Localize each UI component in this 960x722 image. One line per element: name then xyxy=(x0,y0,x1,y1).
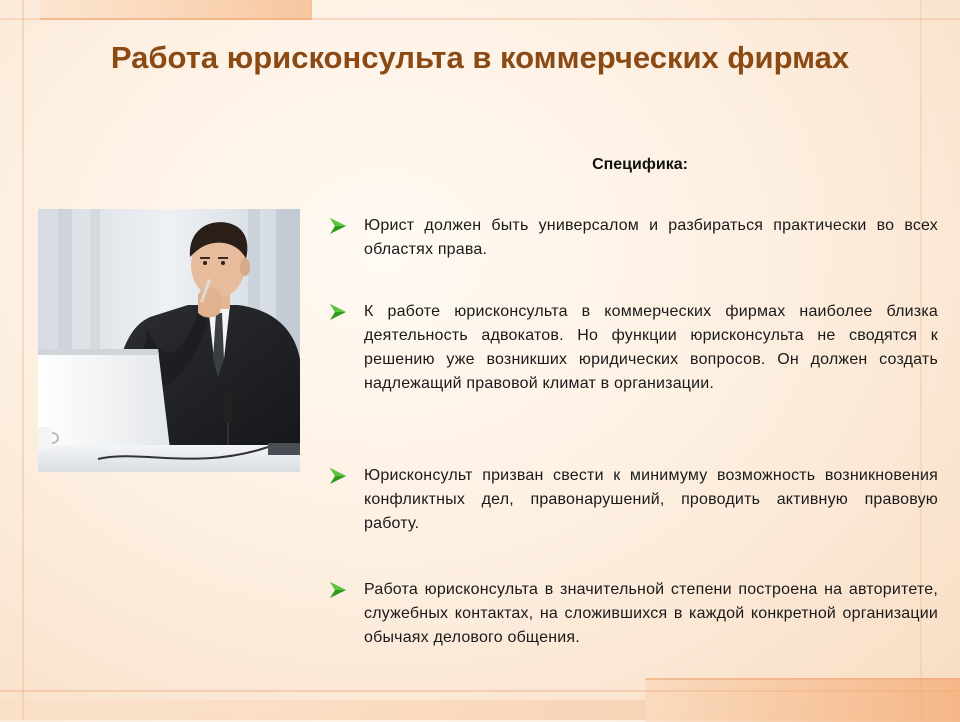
decorative-bar-bottom-right xyxy=(645,678,960,722)
green-arrow-check-icon xyxy=(328,467,348,485)
bullet-text: К работе юрисконсульта в коммерческих фирмах наиболее близка деятельность адвокатов. Но функции юрисконсульта не сводятся к решению уже возникших юридических вопросов. Он должен создать надлежащий правовой климат в организации. xyxy=(364,303,938,392)
businessman-photo xyxy=(38,209,300,472)
green-arrow-check-icon xyxy=(328,303,348,321)
green-arrow-check-icon xyxy=(328,217,348,235)
bullet-text: Работа юрисконсульта в значительной степени построена на авторитете, служебных контактах, на сложившихся в каждой конкретной организации обычаях делового общения. xyxy=(364,581,938,646)
decorative-bar-bottom-left xyxy=(0,700,645,720)
slide-subtitle: Специфика: xyxy=(592,156,688,173)
bullet-text: Юрисконсульт призван свести к минимуму возможность возникновения конфликтных дел, правонарушений, проводить активную правовую работу. xyxy=(364,467,938,532)
decorative-bar-top xyxy=(40,0,312,20)
decorative-frame-line-left xyxy=(22,0,24,720)
green-arrow-check-icon xyxy=(328,581,348,599)
bullet-text: Юрист должен быть универсалом и разбираться практически во всех областях права. xyxy=(364,217,938,258)
slide-title: Работа юрисконсульта в коммерческих фирмах xyxy=(110,40,850,75)
